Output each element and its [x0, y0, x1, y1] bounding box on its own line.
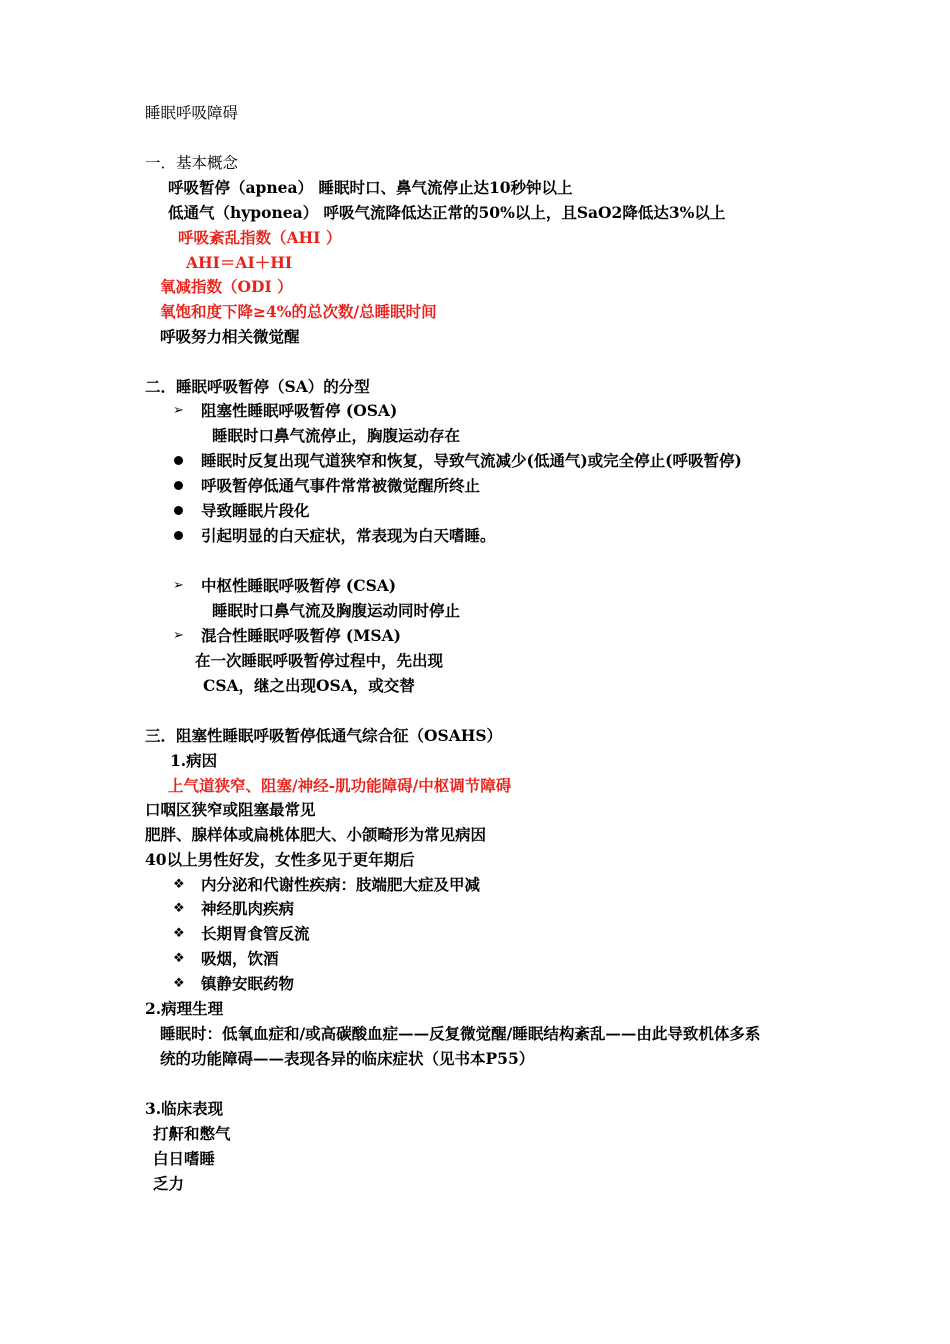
cause-item-3: 长期胃食管反流 — [201, 924, 310, 943]
arrow-bullet-icon: ➢ — [173, 403, 184, 418]
cause-item-1: 内分泌和代谢性疾病：肢端肥大症及甲减 — [201, 875, 481, 894]
odi-term: 氧减指数（ODI ） — [160, 277, 293, 296]
rera-term: 呼吸努力相关微觉醒 — [160, 327, 300, 346]
csa-title: 中枢性睡眠呼吸暂停 (CSA) — [201, 576, 397, 595]
msa-definition-line-1: 在一次睡眠呼吸暂停过程中，先出现 — [195, 651, 444, 670]
ahi-term: 呼吸紊乱指数（AHI ） — [178, 228, 342, 247]
section-2-heading: 二．睡眠呼吸暂停（SA）的分型 — [145, 377, 370, 396]
bullet-dot-icon — [174, 531, 183, 540]
bullet-dot-icon — [174, 481, 183, 490]
clinical-item-2: 白日嗜睡 — [153, 1149, 216, 1168]
pathophysiology-line-2: 统的功能障碍——表现各异的临床症状（见书本P55） — [160, 1049, 535, 1068]
diamond-bullet-icon: ❖ — [173, 976, 185, 991]
pathophysiology-line-1: 睡眠时：低氧血症和/或高碳酸血症——反复微觉醒/睡眠结构紊乱——由此导致机体多系 — [160, 1024, 761, 1043]
osa-bullet-1: 睡眠时反复出现气道狭窄和恢复，导致气流减少(低通气)或完全停止(呼吸暂停) — [201, 451, 742, 470]
section-3-heading: 三．阻塞性睡眠呼吸暂停低通气综合征（OSAHS） — [145, 726, 503, 745]
arrow-bullet-icon: ➢ — [173, 578, 184, 593]
cause-summary: 上气道狭窄、阻塞/神经-肌功能障碍/中枢调节障碍 — [168, 776, 512, 795]
osa-bullet-2: 呼吸暂停低通气事件常常被微觉醒所终止 — [201, 476, 481, 495]
cause-line-2: 肥胖、腺样体或扁桃体肥大、小颌畸形为常见病因 — [145, 825, 487, 844]
section-1-heading: 一．基本概念 — [145, 154, 239, 172]
bullet-dot-icon — [174, 456, 183, 465]
bullet-dot-icon — [174, 506, 183, 515]
odi-definition: 氧饱和度下降≥4%的总次数/总睡眠时间 — [160, 302, 437, 321]
cause-item-5: 镇静安眠药物 — [201, 974, 295, 993]
document-title: 睡眠呼吸障碍 — [145, 104, 239, 122]
osa-definition: 睡眠时口鼻气流停止，胸腹运动存在 — [212, 426, 461, 445]
msa-title: 混合性睡眠呼吸暂停 (MSA) — [201, 626, 401, 645]
clinical-item-1: 打鼾和憋气 — [153, 1124, 231, 1143]
cause-title: 1.病因 — [170, 751, 218, 770]
osa-bullet-3: 导致睡眠片段化 — [201, 501, 310, 520]
cause-line-3: 40以上男性好发，女性多见于更年期后 — [145, 850, 415, 869]
diamond-bullet-icon: ❖ — [173, 877, 185, 892]
osa-bullet-4: 引起明显的白天症状，常表现为白天嗜睡。 — [201, 526, 496, 545]
cause-line-1: 口咽区狭窄或阻塞最常见 — [145, 800, 316, 819]
arrow-bullet-icon: ➢ — [173, 628, 184, 643]
cause-item-4: 吸烟，饮酒 — [201, 949, 279, 968]
osa-title: 阻塞性睡眠呼吸暂停 (OSA) — [201, 401, 398, 420]
pathophysiology-title: 2.病理生理 — [145, 999, 224, 1018]
apnea-definition: 呼吸暂停（apnea） 睡眠时口、鼻气流停止达10秒钟以上 — [168, 178, 573, 197]
ahi-formula: AHI＝AI＋HI — [186, 253, 293, 272]
cause-item-2: 神经肌肉疾病 — [201, 899, 295, 918]
diamond-bullet-icon: ❖ — [173, 926, 185, 941]
diamond-bullet-icon: ❖ — [173, 951, 185, 966]
diamond-bullet-icon: ❖ — [173, 901, 185, 916]
clinical-title: 3.临床表现 — [145, 1099, 224, 1118]
clinical-item-3: 乏力 — [153, 1174, 185, 1193]
msa-definition-line-2: CSA，继之出现OSA，或交替 — [203, 676, 415, 695]
csa-definition: 睡眠时口鼻气流及胸腹运动同时停止 — [212, 601, 461, 620]
hypopnea-definition: 低通气（hyponea） 呼吸气流降低达正常的50%以上，且SaO2降低达3%以上 — [168, 203, 726, 222]
